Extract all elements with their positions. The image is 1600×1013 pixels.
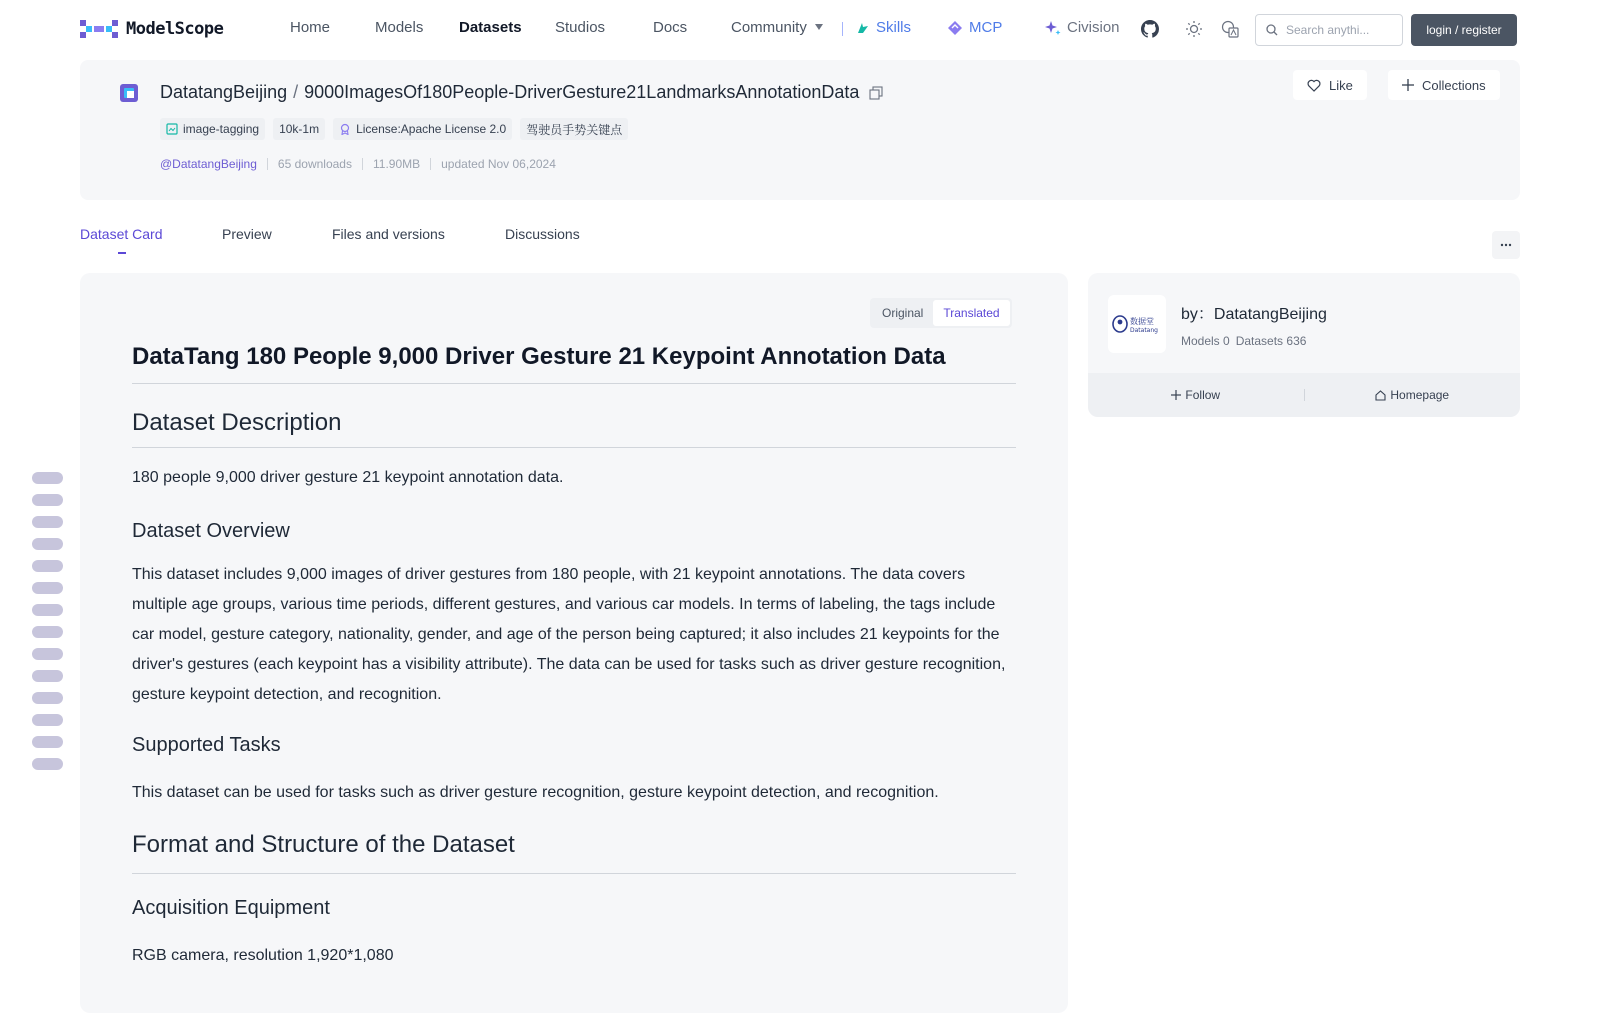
author-card	[1088, 273, 1520, 417]
title-separator: /	[293, 82, 299, 102]
homepage-button[interactable]	[1305, 388, 1521, 402]
table-of-contents	[32, 472, 63, 780]
nav-docs[interactable]: Docs	[653, 19, 688, 36]
dataset-title	[160, 82, 883, 103]
overview-text: This dataset includes 9,000 images of driver gestures from 180 people, with 21 keypoint annotations. The data covers multiple age groups, various time periods, different gestures, and various car models. In terms of labeling, the tags include car model, gesture category, nationality, gender, and age of the person being captured; it also includes 21 keypoints for the driver's gestures (each keypoint has a visibility attribute). The data can be used for tasks such as driver gesture recognition, gesture keypoint detection, and recognition.	[132, 566, 1006, 703]
toc-item[interactable]	[32, 494, 63, 506]
tag-license-label: License:Apache License 2.0	[356, 122, 507, 136]
heart-icon	[1307, 79, 1321, 92]
homepage-label: Homepage	[1390, 388, 1450, 402]
toc-item[interactable]	[32, 516, 63, 528]
author-model-count[interactable]: Models 0	[1181, 334, 1230, 348]
image-tag-icon	[166, 123, 178, 135]
heading-rule	[132, 447, 1016, 448]
meta-divider	[267, 158, 268, 170]
heading-rule	[132, 383, 1016, 384]
logo-cn-text: 数据堂	[1130, 317, 1154, 326]
dataset-tags	[160, 118, 628, 140]
meta-divider	[362, 158, 363, 170]
dataset-header	[80, 60, 1520, 200]
more-options-button[interactable]	[1492, 231, 1520, 259]
equipment-text: RGB camera, resolution 1,920*1,080	[132, 947, 394, 964]
tab-preview[interactable]: Preview	[222, 226, 272, 242]
sparkle-icon	[1045, 20, 1061, 36]
search-box[interactable]	[1255, 14, 1403, 46]
tab-files-and-versions[interactable]: Files and versions	[332, 226, 445, 242]
dataset-owner[interactable]: DatatangBeijing	[160, 82, 288, 102]
search-input[interactable]	[1286, 23, 1394, 37]
author-actions	[1088, 373, 1520, 417]
logo-mark-icon	[80, 18, 118, 40]
nav-mcp-label: MCP	[969, 19, 1003, 36]
equipment-heading: Acquisition Equipment	[132, 897, 330, 919]
description-heading: Dataset Description	[132, 409, 342, 436]
plus-icon	[1402, 79, 1414, 91]
card-title: DataTang 180 People 9,000 Driver Gesture 21 Keypoint Annotation Data	[132, 343, 946, 370]
skills-icon	[856, 21, 870, 35]
dataset-name: 9000ImagesOf180People-DriverGesture21LandmarksAnnotationData	[304, 82, 860, 102]
license-icon	[339, 123, 351, 135]
toc-item[interactable]	[32, 692, 63, 704]
toc-item[interactable]	[32, 736, 63, 748]
description-text: 180 people 9,000 driver gesture 21 keypoint annotation data.	[132, 469, 564, 486]
collections-label: Collections	[1422, 77, 1486, 93]
toc-item[interactable]	[32, 560, 63, 572]
nav-skills-label: Skills	[876, 19, 912, 36]
like-button[interactable]	[1293, 70, 1367, 100]
toc-item[interactable]	[32, 538, 63, 550]
author-avatar[interactable]	[1108, 295, 1166, 353]
tag-keyword[interactable]: 驾驶员手势关键点	[520, 118, 628, 140]
toc-item[interactable]	[32, 626, 63, 638]
logo-en-text: Datatang	[1130, 327, 1158, 334]
toggle-original[interactable]: Original	[882, 306, 924, 320]
nav-skills[interactable]	[856, 19, 911, 36]
language-icon[interactable]	[1220, 19, 1240, 39]
language-toggle	[870, 298, 1012, 328]
nav-civision-label: Civision	[1067, 19, 1120, 36]
nav-models[interactable]: Models	[375, 19, 424, 36]
toc-item[interactable]	[32, 758, 63, 770]
dataset-card-content	[80, 273, 1068, 1013]
search-icon	[1266, 24, 1278, 36]
like-label: Like	[1329, 77, 1353, 93]
meta-divider	[430, 158, 431, 170]
download-count: 65 downloads	[277, 157, 352, 171]
nav-divider	[842, 22, 843, 36]
modelscope-logo[interactable]	[80, 18, 223, 40]
nav-community-label: Community	[731, 19, 807, 36]
tag-license[interactable]	[333, 118, 512, 140]
collections-button[interactable]	[1388, 70, 1500, 100]
toc-item[interactable]	[32, 648, 63, 660]
more-icon	[1500, 243, 1512, 247]
tasks-heading: Supported Tasks	[132, 734, 281, 756]
follow-label: Follow	[1185, 388, 1221, 402]
datatang-logo-icon	[1111, 312, 1163, 336]
heading-rule	[132, 873, 1016, 874]
logo-text: ModelScope	[126, 19, 224, 39]
nav-mcp[interactable]	[947, 19, 1002, 36]
nav-datasets[interactable]: Datasets	[459, 19, 522, 36]
tab-dataset-card[interactable]: Dataset Card	[80, 226, 163, 242]
author-name: by：DatatangBeijing	[1181, 306, 1327, 323]
github-icon[interactable]	[1140, 19, 1160, 39]
tasks-text: This dataset can be used for tasks such as driver gesture recognition, gesture keypoint detection, and recognition.	[132, 784, 939, 801]
top-navigation	[0, 0, 1600, 58]
dataset-size: 11.90MB	[372, 157, 421, 171]
author-dataset-count[interactable]: Datasets 636	[1235, 334, 1307, 348]
nav-civision[interactable]	[1045, 19, 1120, 36]
toc-item[interactable]	[32, 670, 63, 682]
tag-size[interactable]: 10k-1m	[273, 118, 325, 140]
mcp-icon	[947, 20, 963, 36]
login-register-button[interactable]: login / register	[1411, 14, 1517, 46]
author-link[interactable]: @DatatangBeijing	[160, 157, 257, 171]
nav-community[interactable]	[731, 19, 823, 36]
copy-icon[interactable]	[869, 86, 883, 100]
toc-item[interactable]	[32, 472, 63, 484]
updated-date: updated Nov 06,2024	[441, 157, 556, 171]
dataset-icon	[120, 84, 138, 102]
tag-task-label: image-tagging	[183, 122, 260, 136]
overview-heading: Dataset Overview	[132, 520, 290, 542]
dataset-meta	[160, 157, 556, 171]
plus-icon	[1171, 390, 1181, 400]
home-icon	[1375, 390, 1386, 401]
author-stats	[1181, 334, 1306, 348]
toc-item[interactable]	[32, 582, 63, 594]
toggle-translated[interactable]: Translated	[933, 300, 1009, 326]
toc-item[interactable]	[32, 714, 63, 726]
nav-home[interactable]: Home	[290, 19, 331, 36]
tag-task[interactable]	[160, 118, 265, 140]
chevron-down-icon	[815, 24, 823, 30]
format-heading: Format and Structure of the Dataset	[132, 831, 515, 858]
nav-studios[interactable]: Studios	[555, 19, 606, 36]
active-tab-indicator	[118, 252, 126, 254]
follow-button[interactable]	[1088, 388, 1304, 402]
theme-toggle-icon[interactable]	[1184, 19, 1204, 39]
toc-item[interactable]	[32, 604, 63, 616]
tab-discussions[interactable]: Discussions	[505, 226, 580, 242]
